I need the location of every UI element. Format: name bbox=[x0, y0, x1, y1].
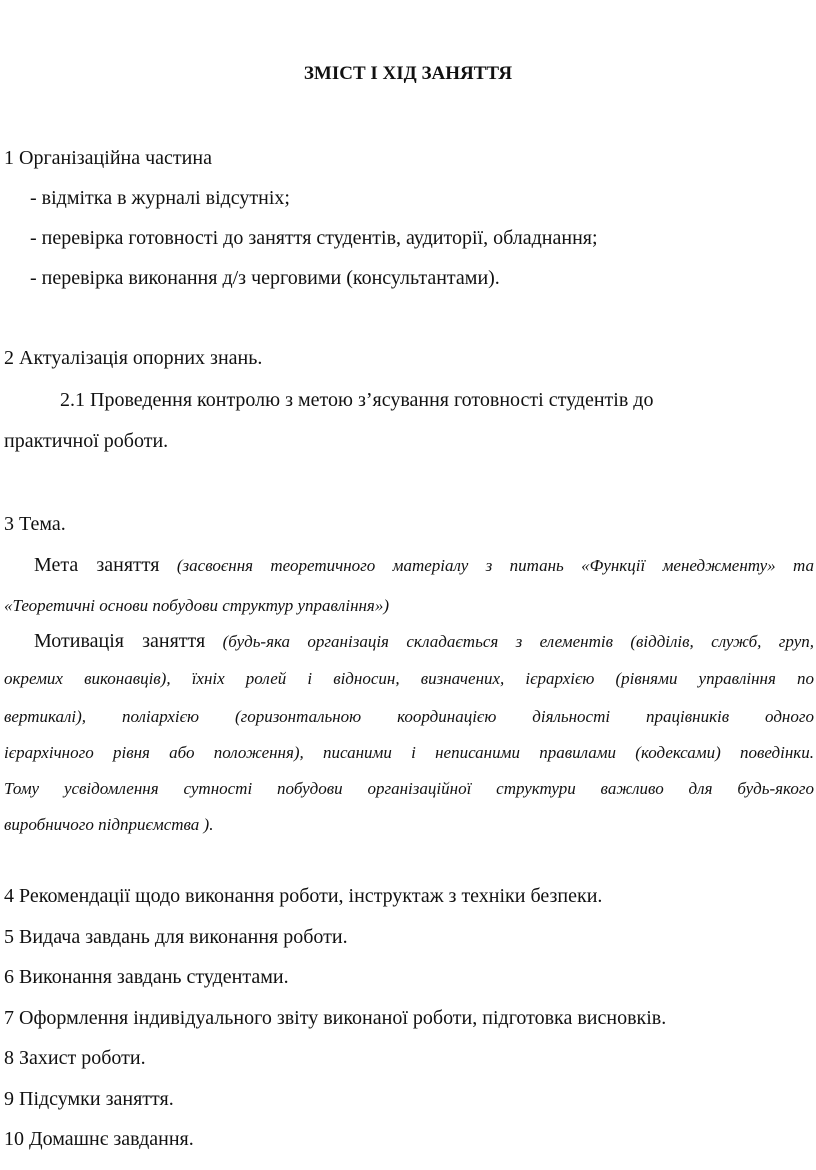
section-2-subitem-continuation: практичної роботи. bbox=[4, 430, 169, 452]
section-2-subitem: 2.1 Проведення контролю з метою з’ясування готовності студентів до bbox=[60, 389, 654, 411]
motivation-line bbox=[34, 629, 814, 654]
step-item: 6 Виконання завдань студентами. bbox=[4, 966, 289, 988]
motivation-text-line: окремих виконавців), їхніх ролей і відносин, визначених, ієрархією (рівнями управління по bbox=[4, 669, 814, 688]
section-3-heading: 3 Тема. bbox=[4, 513, 66, 535]
step-item: 9 Підсумки заняття. bbox=[4, 1088, 174, 1110]
goal-text: (засвоєння теоретичного матеріалу з питань «Функції менеджменту» та bbox=[176, 556, 815, 575]
goal-line bbox=[34, 553, 814, 578]
step-item: 5 Видача завдань для виконання роботи. bbox=[4, 926, 348, 948]
section-2-heading: 2 Актуалізація опорних знань. bbox=[4, 347, 263, 369]
motivation-label: Мотивація заняття bbox=[34, 630, 206, 652]
section-1-heading: 1 Організаційна частина bbox=[4, 147, 212, 169]
section-1-item: - відмітка в журналі відсутніх; bbox=[30, 187, 290, 209]
motivation-text-line: ієрархічного рівня або положення), писаними і неписаними правилами (кодексами) поведінки. bbox=[4, 743, 814, 762]
goal-text-continuation: «Теоретичні основи побудови структур управління») bbox=[4, 596, 389, 615]
section-1-item: - перевірка готовності до заняття студентів, аудиторії, обладнання; bbox=[30, 227, 598, 249]
motivation-text-line: Тому усвідомлення сутності побудови організаційної структури важливо для будь-якого bbox=[4, 779, 814, 798]
step-item: 7 Оформлення індивідуального звіту виконаної роботи, підготовка висновків. bbox=[4, 1007, 667, 1029]
document-title: ЗМІСТ І ХІД ЗАНЯТТЯ bbox=[303, 63, 513, 84]
motivation-text: (будь-яка організація складається з елементів (відділів, служб, груп, bbox=[222, 632, 815, 651]
section-1-item: - перевірка виконання д/з черговими (консультантами). bbox=[30, 267, 500, 289]
goal-label: Мета заняття bbox=[34, 554, 160, 576]
motivation-text-line: вертикалі), поліархією (горизонтальною координацією діяльності працівників одного bbox=[4, 707, 814, 726]
motivation-text-line: виробничого підприємства ). bbox=[4, 815, 214, 834]
step-item: 8 Захист роботи. bbox=[4, 1047, 146, 1069]
step-item: 4 Рекомендації щодо виконання роботи, інструктаж з техніки безпеки. bbox=[4, 885, 603, 907]
step-item: 10 Домашнє завдання. bbox=[4, 1128, 194, 1150]
